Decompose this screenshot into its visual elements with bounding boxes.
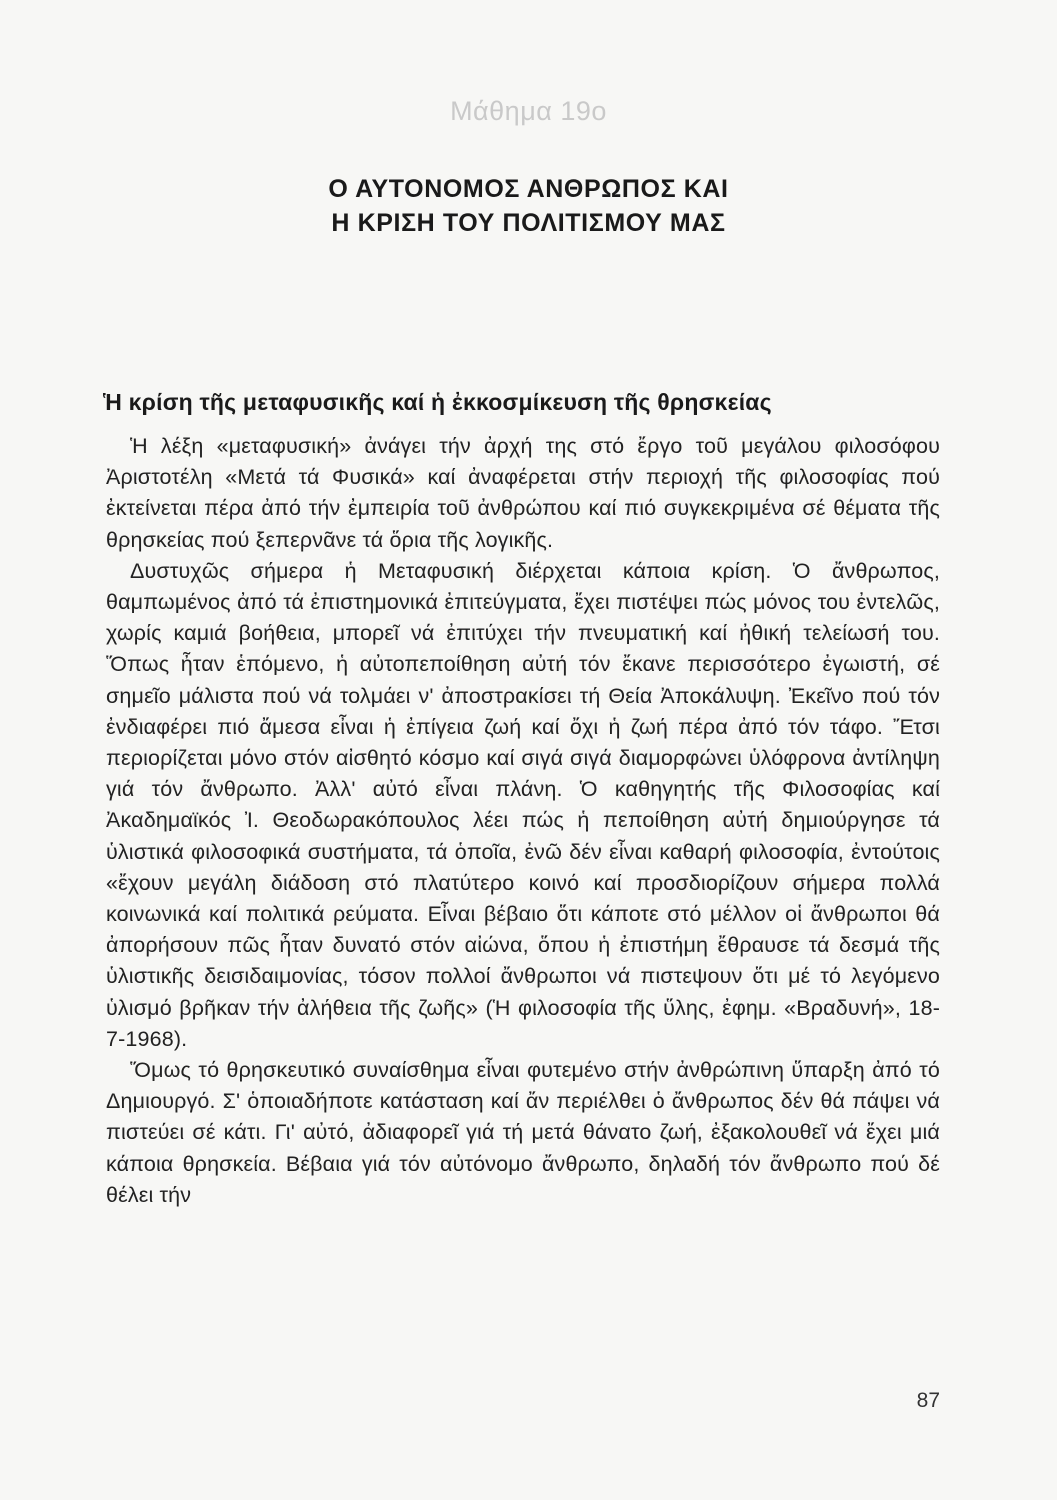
paragraph-2: Δυστυχῶς σήμερα ἡ Μεταφυσική διέρχεται κάποια κρίση. Ὁ ἄνθρωπος, θαμπωμένος ἀπό τά ἐπιστημονικά ἐπιτεύγματα, ἔχει πιστέψει πώς μόνος του ἐντελῶς, χωρίς καμιά βοήθεια, μπορεῖ νά ἐπιτύχει τήν πνευματική καί ἠθική τελείωσή του. Ὅπως ἦταν ἑπόμενο, ἡ αὐτοπεποίθηση αὐτή τόν ἔκανε περισσότερο ἐγωιστή, σέ σημεῖο μάλιστα πού νά τολμάει ν' ἀποστρακίσει τή Θεία Ἀποκάλυψη. Ἐκεῖνο πού τόν ἐνδιαφέρει πιό ἄμεσα εἶναι ἡ ἐπίγεια ζωή καί ὄχι ἡ ζωή πέρα ἀπό τόν τάφο. Ἔτσι περιορίζεται μόνο στόν αἰσθητό κόσμο καί σιγά σιγά διαμορφώνει ὑλόφρονα ἀντίληψη γιά τόν ἄνθρωπο. Ἀλλ' αὐτό εἶναι πλάνη. Ὁ καθηγητής τῆς Φιλοσοφίας καί Ἀκαδημαϊκός Ἰ. Θεοδωρακόπουλος λέει πώς ἡ πεποίθηση αὐτή δημιούργησε τά ὑλιστικά φιλοσοφικά συστήματα, τά ὁποῖα, ἐνῶ δέν εἶναι καθαρή φιλοσοφία, ἐντούτοις «ἔχουν μεγάλη διάδοση στό πλατύτερο κοινό καί προσδιορίζουν σήμερα πολλά κοινωνικά καί πολιτικά ρεύματα. Εἶναι βέβαιο ὅτι κάποτε στό μέλλον οἱ ἄνθρωποι θά ἀπορήσουν πῶς ἦταν δυνατό στόν αἰώνα, ὅπου ἡ ἐπιστήμη ἔθραυσε τά δεσμά τῆς ὑλιστικῆς δεισιδαιμονίας, τόσον πολλοί ἄνθρωποι νά πιστεψουν ὅτι μέ τό λεγόμενο ὑλισμό βρῆκαν τήν ἀλήθεια τῆς ζωῆς» (Ἡ φιλοσοφία τῆς ὕλης, ἐφημ. «Βραδυνή», 18-7-1968).	[106, 558, 940, 1051]
lesson-label: Μάθημα 19ο	[450, 96, 607, 126]
section-heading: Ἡ κρίση τῆς μεταφυσικῆς καί ἡ ἐκκοσμίκευση τῆς θρησκείας	[103, 389, 772, 415]
chapter-title-line-2: Η ΚΡΙΣΗ ΤΟΥ ΠΟΛΙΤΙΣΜΟΥ ΜΑΣ	[331, 209, 726, 237]
chapter-title-line-1: Ο ΑΥΤΟΝΟΜΟΣ ΑΝΘΡΩΠΟΣ ΚΑΙ	[328, 175, 729, 203]
body-text	[106, 431, 940, 1211]
chapter-title	[0, 172, 1057, 240]
page-number: 87	[916, 1389, 940, 1412]
paragraph-3: Ὅμως τό θρησκευτικό συναίσθημα εἶναι φυτεμένο στήν ἀνθρώπινη ὕπαρξη ἀπό τό Δημιουργό. Σ' ὁποιαδήποτε κατάσταση καί ἄν περιέλθει ὁ ἄνθρωπος δέν θά πάψει νά πιστεύει σέ κάτι. Γι' αὐτό, ἀδιαφορεῖ γιά τή μετά θάνατο ζωή, ἐξακολουθεῖ νά ἔχει μιά κάποια θρησκεία. Βέβαια γιά τόν αὐτόνομο ἄνθρωπο, δηλαδή τόν ἄνθρωπο πού δέ θέλει τήν	[106, 1058, 940, 1207]
paragraph-1: Ἡ λέξη «μεταφυσική» ἀνάγει τήν ἀρχή της στό ἔργο τοῦ μεγάλου φιλοσόφου Ἀριστοτέλη «Μετά τά Φυσικά» καί ἀναφέρεται στήν περιοχή τῆς φιλοσοφίας πού ἐκτείνεται πέρα ἀπό τήν ἐμπειρία τοῦ ἀνθρώπου καί πιό συγκεκριμένα σέ θέματα τῆς θρησκείας πού ξεπερνᾶνε τά ὅρια τῆς λογικῆς.	[106, 434, 940, 552]
